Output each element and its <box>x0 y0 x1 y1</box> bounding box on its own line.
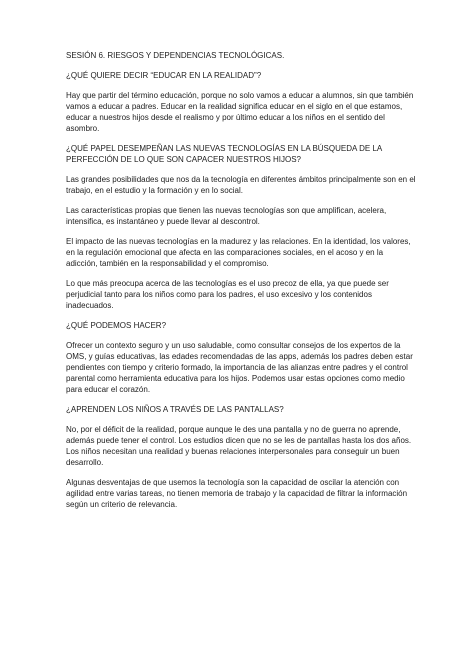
paragraph: Las grandes posibilidades que nos da la tecnología en diferentes ámbitos principalmente son en el trabajo, en el estudio y la formación y en lo social. <box>66 175 416 195</box>
section-heading: ¿QUÉ PODEMOS HACER? <box>66 321 167 330</box>
paragraph: El impacto de las nuevas tecnologías en la madurez y las relaciones. En la identidad, los valores, en la regulación emocional que afecta en las comparaciones sociales, en el acoso y en la adicción, también en la responsabilidad y el compromiso. <box>66 237 411 268</box>
paragraph: No, por el déficit de la realidad, porque aunque le des una pantalla y no de guerra no aprende, además puede tener el control. Los estudios dicen que no se les de pantallas hasta los dos años. Los niños necesitan una realidad y buenas relaciones interpersonales para conseguir un buen desarrollo. <box>66 425 412 467</box>
document-title: SESIÓN 6. RIESGOS Y DEPENDENCIAS TECNOLÓGICAS. <box>66 51 285 60</box>
paragraph: Hay que partir del término educación, porque no solo vamos a educar a alumnos, sin que también vamos a educar a padres. Educar en la realidad significa educar en el siglo en el que estamos, educar a nuestros hijos desde el realismo y por último educar a los niños en el sentido del asombro. <box>66 91 414 133</box>
paragraph: Ofrecer un contexto seguro y un uso saludable, como consultar consejos de los expertos de la OMS, y guías educativas, las edades recomendadas de las apps, además los padres deben estar pendientes con tiempo y criterio formado, la importancia de las alianzas entre padres y el control parental como herramienta educativa para los hijos. Podemos usar estas opciones como medio para educar el corazón. <box>66 341 413 394</box>
section-heading: ¿QUÉ QUIERE DECIR “EDUCAR EN LA REALIDAD”? <box>66 71 262 80</box>
document-page <box>66 50 416 519</box>
paragraph: Lo que más preocupa acerca de las tecnologías es el uso precoz de ella, ya que puede ser perjudicial tanto para los niños como para los padres, el uso excesivo y los contenidos inadecuados. <box>66 279 389 310</box>
section-heading: ¿APRENDEN LOS NIÑOS A TRAVÉS DE LAS PANTALLAS? <box>66 405 284 414</box>
paragraph: Las características propias que tienen las nuevas tecnologías son que amplifican, acelera, intensifica, es instantáneo y puede llevar al descontrol. <box>66 206 387 226</box>
paragraph: Algunas desventajas de que usemos la tecnología son la capacidad de oscilar la atención con agilidad entre varias tareas, no tienen memoria de trabajo y la capacidad de filtrar la información según un criterio de relevancia. <box>66 478 408 509</box>
section-heading: ¿QUÉ PAPEL DESEMPEÑAN LAS NUEVAS TECNOLOGÍAS EN LA BÚSQUEDA DE LA PERFECCIÓN DE LO QUE SON CAPACER NUESTROS HIJOS? <box>66 144 382 164</box>
